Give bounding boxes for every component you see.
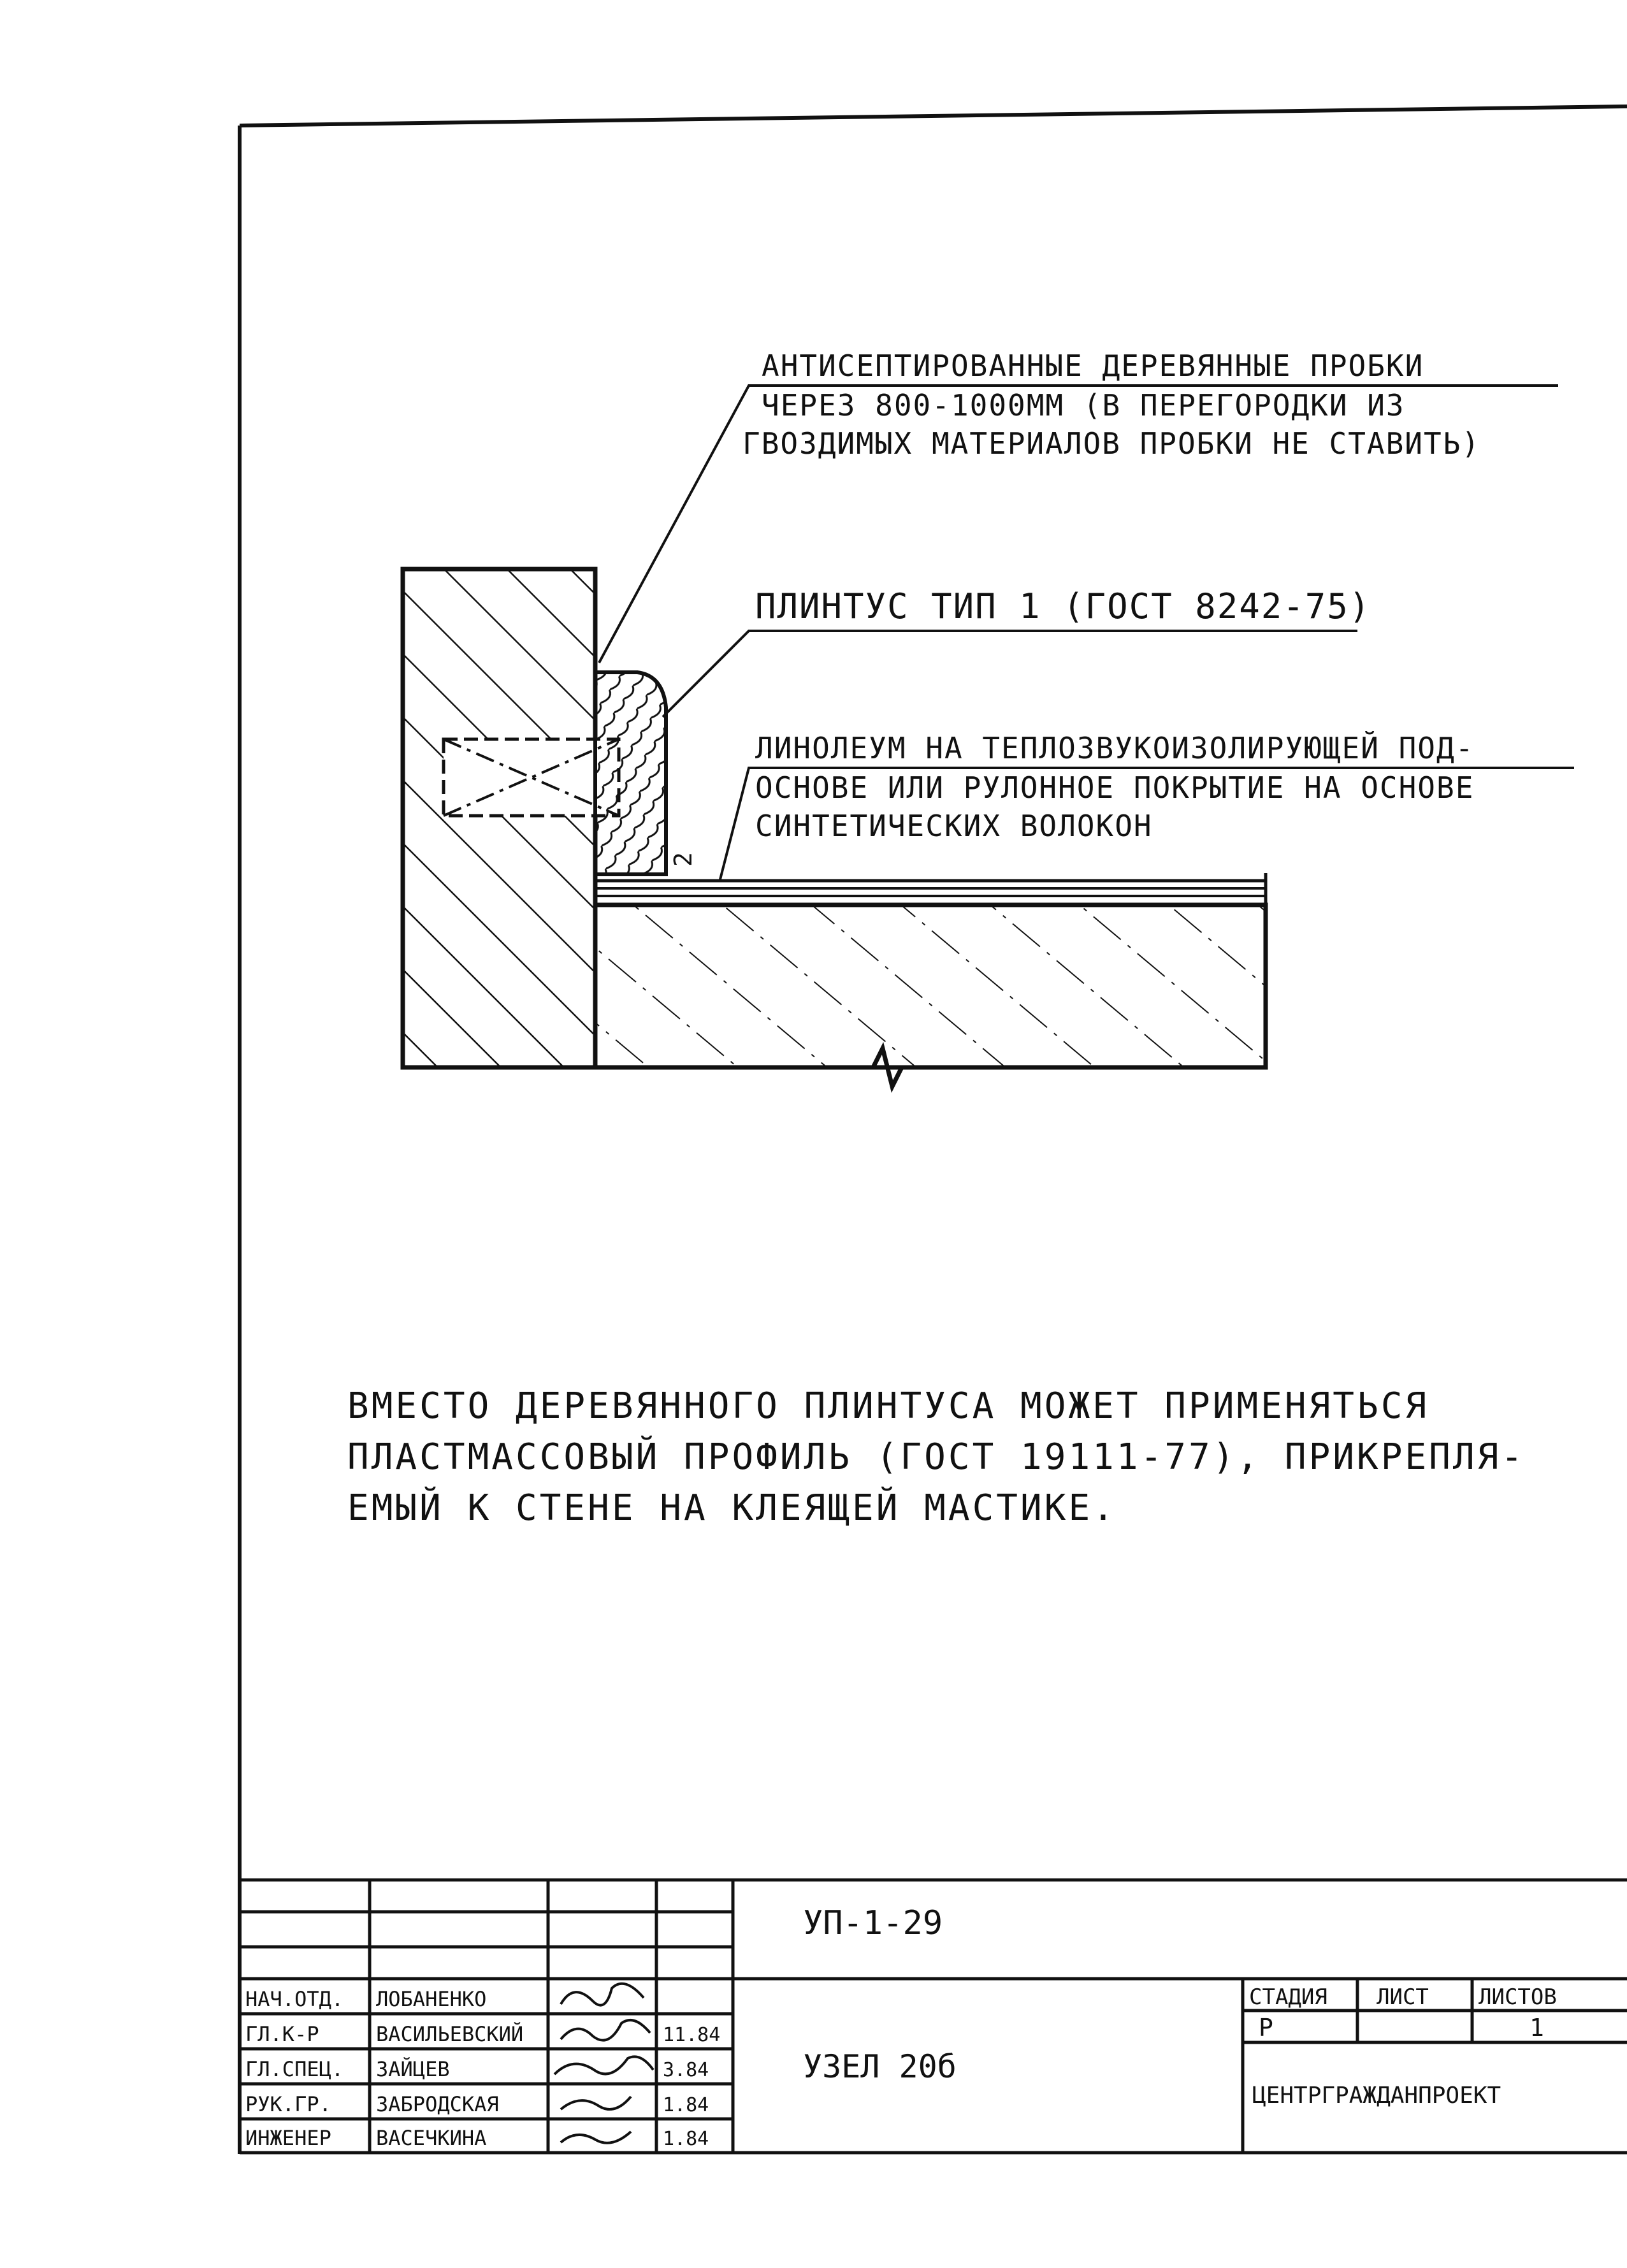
sheets-value: 1	[1529, 2014, 1544, 2042]
callout-linoleum-line-3: СИНТЕТИЧЕСКИХ ВОЛОКОН	[755, 809, 1153, 843]
wooden-plug	[444, 739, 619, 816]
callout-plugs-line-2: ЧЕРЕЗ 800-1000ММ (В ПЕРЕГОРОДКИ ИЗ	[762, 388, 1405, 423]
sig-role-2: ГЛ.К-Р	[245, 2022, 319, 2046]
gap-dimension: 2	[669, 851, 697, 867]
sig-role-1: НАЧ.ОТД.	[245, 1987, 344, 2011]
plinth-profile	[595, 672, 666, 874]
sig-date-5: 1.84	[663, 2128, 709, 2150]
general-note	[347, 1385, 1525, 1529]
note-line-2: ПЛАСТМАССОВЫЙ ПРОФИЛЬ (ГОСТ 19111-77), ПРИКРЕПЛЯ-	[347, 1436, 1526, 1478]
organization: ЦЕНТРГРАЖДАНПРОЕКТ	[1252, 2083, 1501, 2109]
note-line-1: ВМЕСТО ДЕРЕВЯННОГО ПЛИНТУСА МОЖЕТ ПРИМЕНЯТЬСЯ	[347, 1385, 1429, 1427]
sig-date-3: 3.84	[663, 2059, 709, 2081]
sheet-header: ЛИСТ	[1377, 1984, 1429, 2010]
signature-rows	[245, 1987, 720, 2150]
sig-name-4: ЗАБРОДСКАЯ	[376, 2092, 499, 2116]
sig-name-3: ЗАЙЦЕВ	[376, 2057, 450, 2081]
sig-date-2: 11.84	[663, 2024, 721, 2046]
callout-plugs-line-1: АНТИСЕПТИРОВАННЫЕ ДЕРЕВЯННЫЕ ПРОБКИ	[762, 349, 1424, 383]
sig-role-4: РУК.ГР.	[245, 2092, 331, 2116]
sig-role-3: ГЛ.СПЕЦ.	[245, 2057, 344, 2081]
wall-section	[403, 569, 595, 1067]
callout-linoleum-line-2: ОСНОВЕ ИЛИ РУЛОННОЕ ПОКРЫТИЕ НА ОСНОВЕ	[755, 770, 1475, 805]
stage-value: Р	[1259, 2014, 1273, 2042]
note-line-3: ЕМЫЙ К СТЕНЕ НА КЛЕЯЩЕЙ МАСТИКЕ.	[347, 1487, 1117, 1529]
designation: УП-1-29	[803, 1904, 943, 1942]
callout-linoleum	[755, 731, 1474, 843]
callout-linoleum-line-1: ЛИНОЛЕУМ НА ТЕПЛОЗВУКОИЗОЛИРУЮЩЕЙ ПОД-	[755, 731, 1475, 765]
stage-header: СТАДИЯ	[1249, 1984, 1327, 2010]
sig-name-1: ЛОБАНЕНКО	[376, 1987, 487, 2011]
callout-plugs	[742, 349, 1480, 461]
drawing-title: УЗЕЛ 20б	[803, 2048, 957, 2085]
callout-plugs-line-3: ГВОЗДИМЫХ МАТЕРИАЛОВ ПРОБКИ НЕ СТАВИТЬ)	[742, 426, 1481, 461]
floor-slab-section	[595, 905, 1266, 1067]
sig-role-5: ИНЖЕНЕР	[245, 2126, 331, 2150]
sheets-header: ЛИСТОВ	[1479, 1984, 1557, 2010]
sig-date-4: 1.84	[663, 2094, 709, 2116]
sig-name-2: ВАСИЛЬЕВСКИЙ	[376, 2022, 524, 2046]
sig-name-5: ВАСЕЧКИНА	[376, 2126, 487, 2150]
linoleum-layer	[595, 873, 1266, 905]
callout-plinth: ПЛИНТУС ТИП 1 (ГОСТ 8242-75)	[755, 586, 1371, 626]
